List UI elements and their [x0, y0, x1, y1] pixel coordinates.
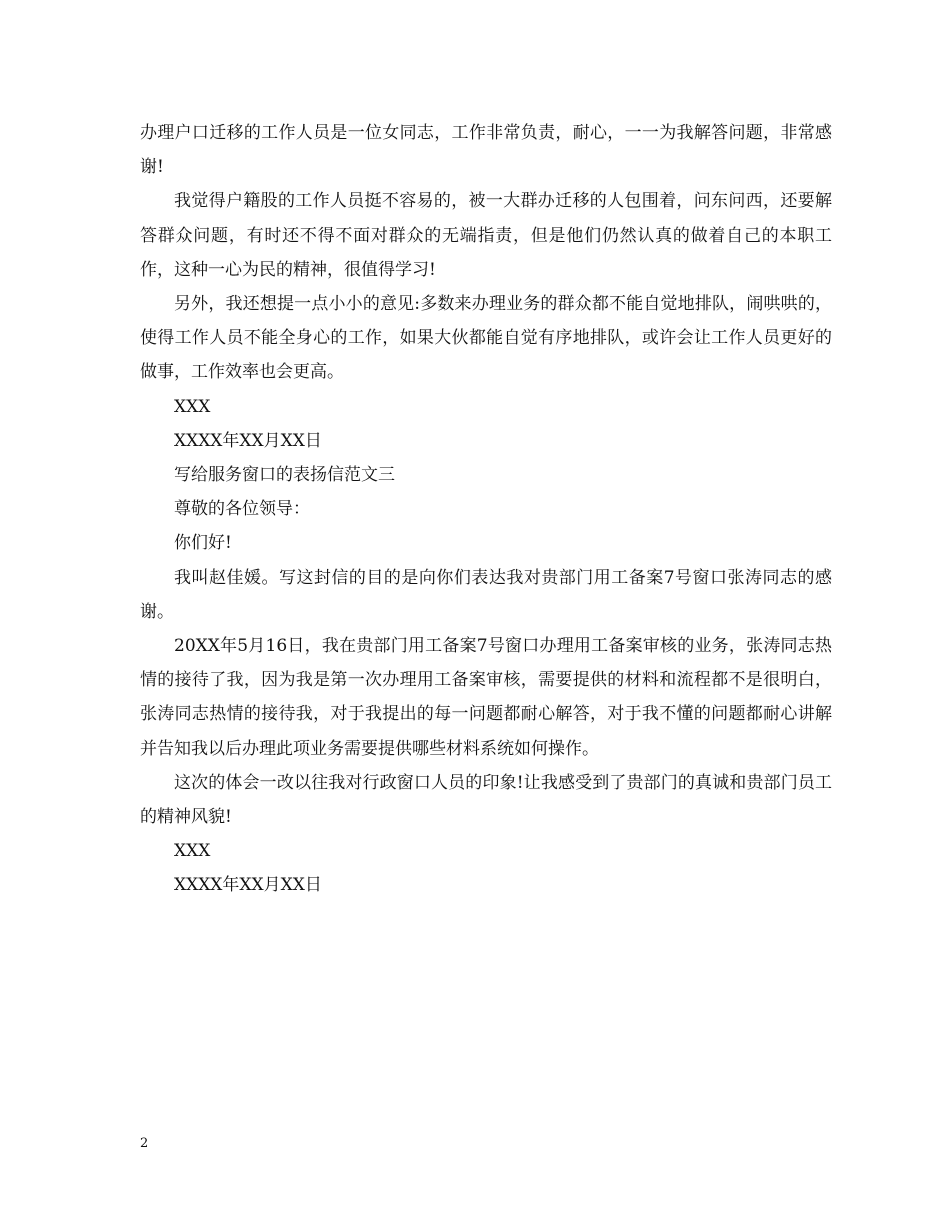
paragraph-3: 另外，我还想提一点小小的意见:多数来办理业务的群众都不能自觉地排队，闹哄哄的，使得工作人员不能全身心的工作，如果大伙都能自觉有序地排队，或许会让工作人员更好的做事，工作效率也会更高。: [140, 294, 832, 383]
signature-2: XXX: [174, 841, 211, 862]
section-title: 写给服务窗口的表扬信范文三: [174, 465, 395, 486]
salutation: 尊敬的各位领导：: [174, 499, 310, 520]
paragraph-6: 这次的体会一改以往我对行政窗口人员的印象!让我感受到了贵部门的真诚和贵部门员工的精神风貌!: [140, 772, 832, 828]
paragraph-2: 我觉得户籍股的工作人员挺不容易的，被一大群办迁移的人包围着，问东问西，还要解答群众问题，有时还不得不面对群众的无端指责，但是他们仍然认真的做着自己的本职工作，这种一心为民的精神，很值得学习!: [140, 191, 832, 280]
document-body: [140, 116, 832, 903]
date-1: XXXX年XX月XX日: [174, 430, 322, 451]
date-2: XXXX年XX月XX日: [174, 875, 322, 896]
page-number: 2: [140, 1136, 149, 1151]
paragraph-4: 我叫赵佳媛。写这封信的目的是向你们表达我对贵部门用工备案7号窗口张涛同志的感谢。: [140, 567, 832, 622]
paragraph-1: 办理户口迁移的工作人员是一位女同志，工作非常负责，耐心，一一为我解答问题，非常感谢!: [140, 123, 832, 178]
greeting: 你们好!: [174, 533, 232, 554]
signature-1: XXX: [174, 396, 211, 417]
paragraph-5: 20XX年5月16日，我在贵部门用工备案7号窗口办理用工备案审核的业务，张涛同志热情的接待了我，因为我是第一次办理用工备案审核，需要提供的材料和流程都不是很明白，张涛同志热情的接待我，对于我提出的每一问题都耐心解答，对于我不懂的问题都耐心讲解并告知我以后办理此项业务需要提供哪些材料系统如何操作。: [140, 636, 832, 759]
